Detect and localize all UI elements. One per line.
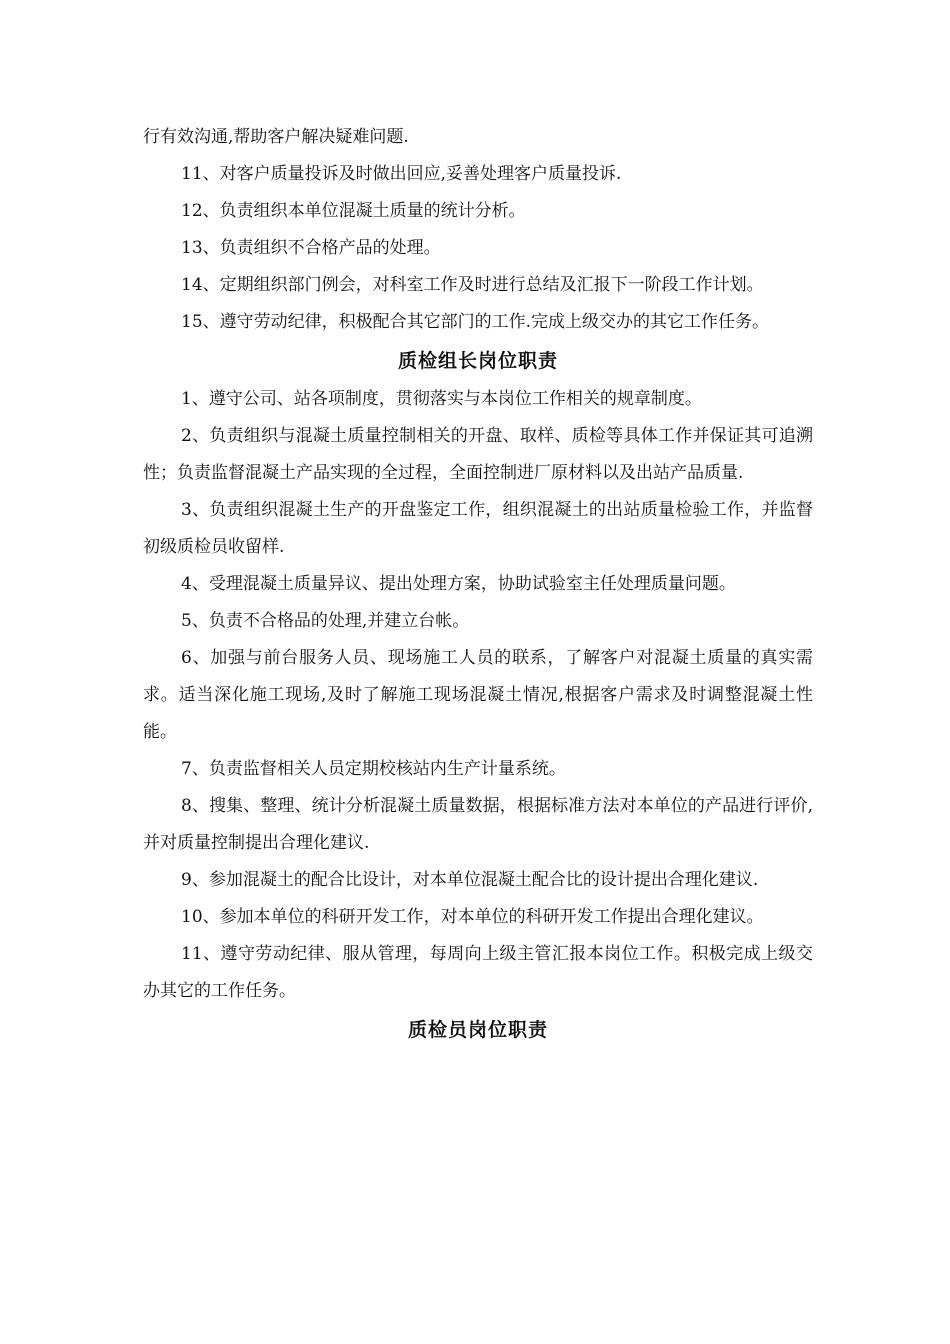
duty-item-2: 2、负责组织与混凝土质量控制相关的开盘、取样、质检等具体工作并保证其可追溯性；负责监督混凝土产品实现的全过程，全面控制进厂原材料以及出站产品质量. — [143, 426, 813, 483]
heading-inspector-duties: 质检员岗位职责 — [407, 1019, 548, 1041]
paragraph-item-13: 13、负责组织不合格产品的处理。 — [181, 238, 441, 258]
paragraph-item-11: 11、对客户质量投诉及时做出回应,妥善处理客户质量投诉. — [181, 164, 622, 184]
duty-item-1: 1、遵守公司、站各项制度，贯彻落实与本岗位工作相关的规章制度。 — [181, 389, 702, 409]
duty-item-3: 3、负责组织混凝土生产的开盘鉴定工作，组织混凝土的出站质量检验工作，并监督初级质检员收留样. — [143, 500, 813, 557]
duty-item-10: 10、参加本单位的科研开发工作，对本单位的科研开发工作提出合理化建议。 — [181, 907, 764, 927]
duty-item-8: 8、搜集、整理、统计分析混凝土质量数据，根据标准方法对本单位的产品进行评价,并对质量控制提出合理化建议. — [143, 796, 813, 853]
duty-item-4: 4、受理混凝土质量异议、提出处理方案，协助试验室主任处理质量问题。 — [181, 574, 736, 594]
duty-item-7: 7、负责监督相关人员定期校核站内生产计量系统。 — [181, 759, 566, 779]
paragraph-continuation: 行有效沟通,帮助客户解决疑难问题. — [143, 127, 409, 147]
paragraph-item-14: 14、定期组织部门例会，对科室工作及时进行总结及汇报下一阶段工作计划。 — [181, 275, 764, 295]
duty-item-6: 6、加强与前台服务人员、现场施工人员的联系，了解客户对混凝土质量的真实需求。适当深化施工现场,及时了解施工现场混凝土情况,根据客户需求及时调整混凝土性能。 — [143, 648, 813, 742]
duty-item-5: 5、负责不合格品的处理,并建立台帐。 — [181, 611, 470, 631]
duty-item-11: 11、遵守劳动纪律、服从管理，每周向上级主管汇报本岗位工作。积极完成上级交办其它的工作任务。 — [143, 944, 813, 1001]
heading-group-leader-duties: 质检组长岗位职责 — [397, 350, 558, 372]
paragraph-item-15: 15、遵守劳动纪律，积极配合其它部门的工作.完成上级交办的其它工作任务。 — [181, 312, 770, 332]
duty-item-9: 9、参加混凝土的配合比设计，对本单位混凝土配合比的设计提出合理化建议. — [181, 870, 759, 890]
paragraph-item-12: 12、负责组织本单位混凝土质量的统计分析。 — [181, 201, 526, 221]
document-page — [143, 119, 813, 1050]
